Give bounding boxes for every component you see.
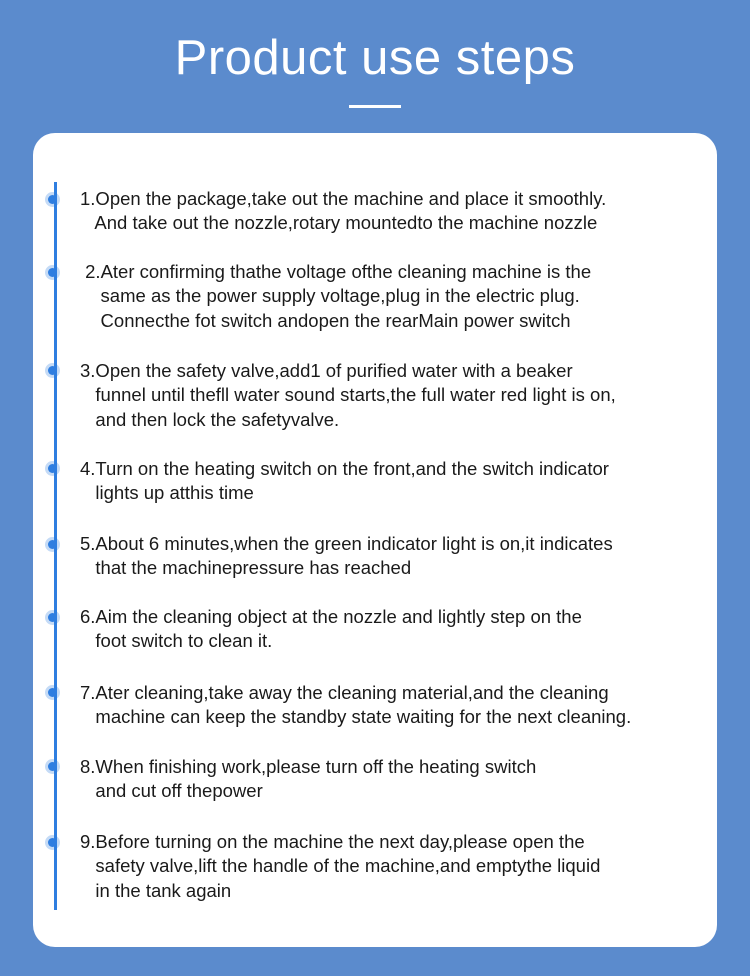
timeline-dot-icon (48, 762, 57, 771)
timeline-dot-icon (48, 613, 57, 622)
timeline-dot-icon (48, 464, 57, 473)
timeline-dot-icon (48, 540, 57, 549)
step-text: 6.Aim the cleaning object at the nozzle and lightly step on the foot switch to clean it. (80, 606, 582, 652)
step-text: 4.Turn on the heating switch on the front,and the switch indicator lights up atthis time (80, 458, 609, 504)
step-text: 5.About 6 minutes,when the green indicator light is on,it indicates that the machinepressure has reached (80, 533, 613, 579)
page-title: Product use steps (174, 31, 576, 85)
timeline-dot-icon (48, 268, 57, 277)
timeline-dot-icon (48, 366, 57, 375)
step-text: 3.Open the safety valve,add1 of purified water with a beaker funnel until thefll water sound starts,the full water red light is on, and then lock the safetyvalve. (80, 360, 616, 430)
timeline-dot-icon (48, 688, 57, 697)
step-text: 1.Open the package,take out the machine and place it smoothly. And take out the nozzle,rotary mountedto the machine nozzle (80, 188, 607, 234)
step-text: 9.Before turning on the machine the next day,please open the safety valve,lift the handle of the machine,and emptythe liquid in the tank again (80, 831, 601, 901)
title-divider (349, 105, 401, 108)
step-text: 2.Ater confirming thathe voltage ofthe cleaning machine is the same as the power supply voltage,plug in the electric plug. Connecthe fot switch andopen the rearMain power switch (85, 261, 592, 331)
step-text: 7.Ater cleaning,take away the cleaning material,and the cleaning machine can keep the standby state waiting for the next cleaning. (80, 682, 632, 728)
step-text: 8.When finishing work,please turn off the heating switch and cut off thepower (80, 756, 537, 802)
timeline-dot-icon (48, 195, 57, 204)
timeline-dot-icon (48, 838, 57, 847)
